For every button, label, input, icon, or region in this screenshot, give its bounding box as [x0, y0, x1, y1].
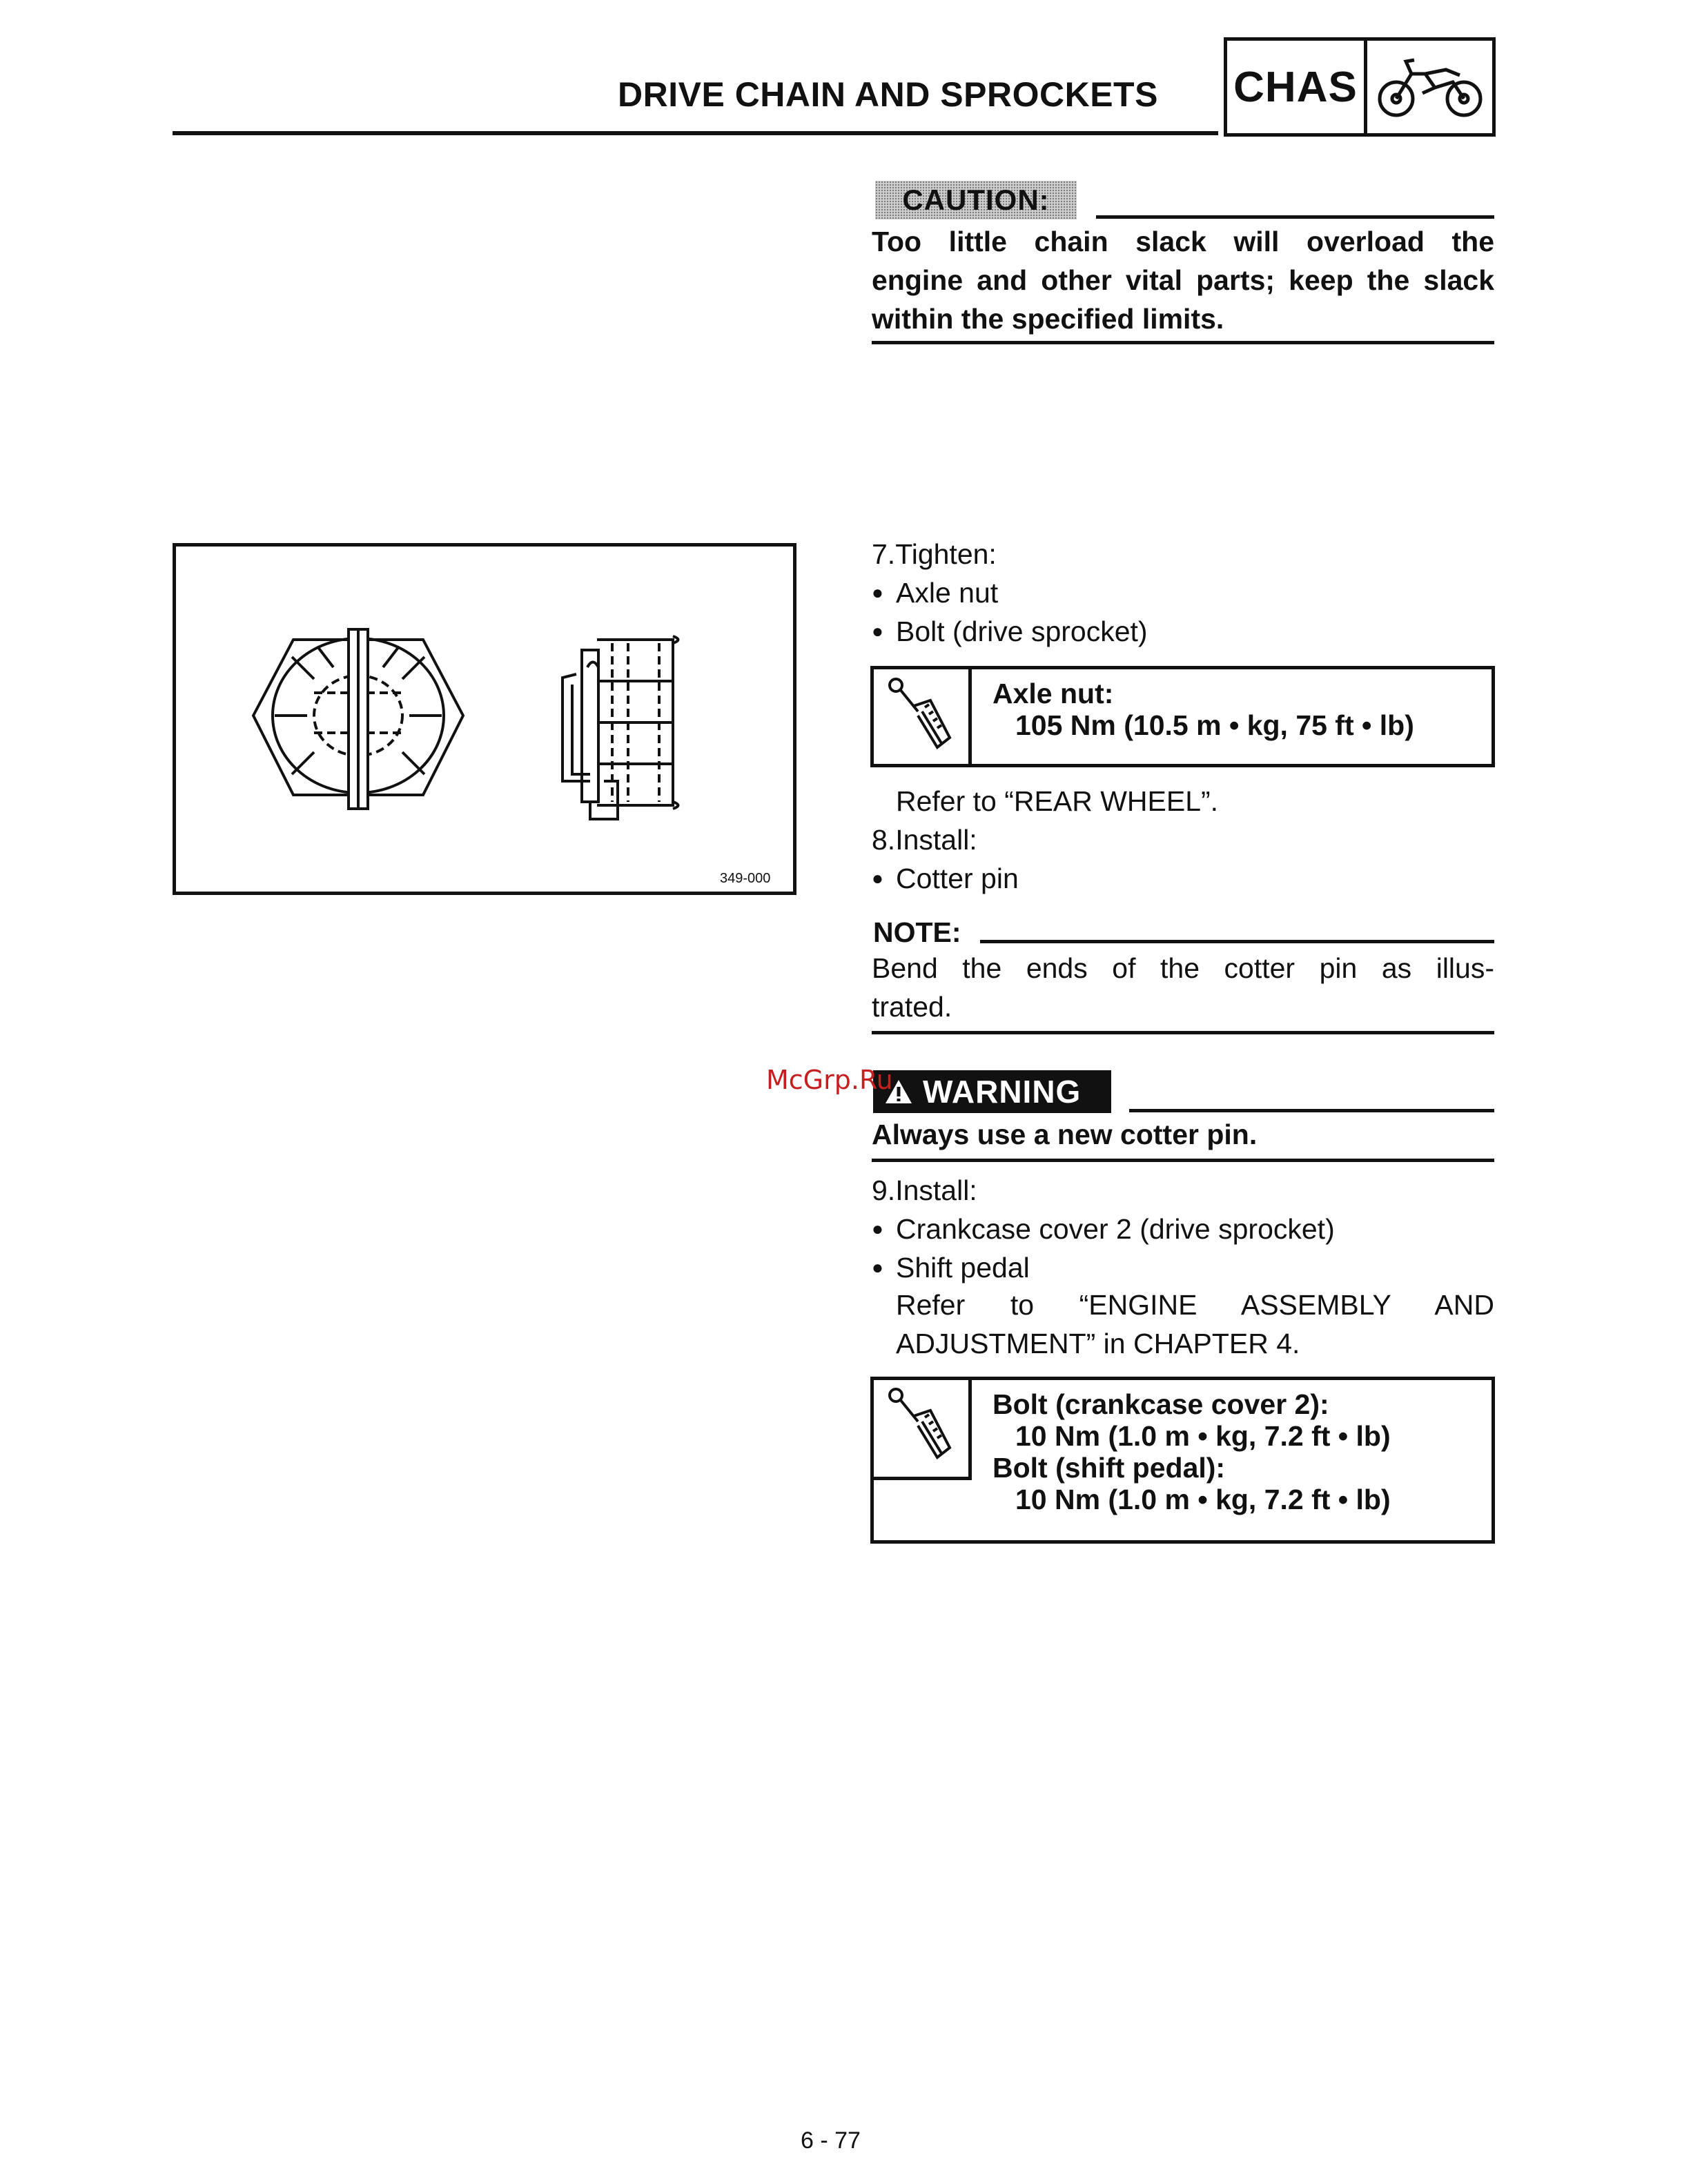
step8-bullet-1: ● Cotter pin [872, 859, 1494, 898]
caution-bottom-rule [872, 341, 1494, 344]
page-number: 6 - 77 [801, 2127, 861, 2154]
watermark: McGrp.Ru [766, 1065, 893, 1095]
step7-refer: Refer to “REAR WHEEL”. [896, 785, 1219, 817]
step8-title: 8.Install: [872, 824, 977, 856]
torque-spec-box-2 [870, 1377, 1495, 1544]
caution-label: CAUTION: [875, 181, 1077, 219]
step9-refer-line-1: Refer to “ENGINE ASSEMBLY AND [896, 1289, 1494, 1321]
note-rule [980, 940, 1494, 943]
cotter-pin-figure [173, 543, 796, 895]
step9-refer-line-2: ADJUSTMENT” in CHAPTER 4. [896, 1328, 1300, 1359]
step9-bullet-1: ● Crankcase cover 2 (drive sprocket) [872, 1210, 1494, 1248]
note-label: NOTE: [873, 916, 961, 948]
step9-bullet-2: ● Shift pedal [872, 1248, 1494, 1287]
caution-line-2: engine and other vital parts; keep the slack [872, 264, 1494, 296]
section-label: CHAS [1227, 41, 1367, 133]
step9-title: 9.Install: [872, 1174, 977, 1206]
warning-text: Always use a new cotter pin. [872, 1119, 1258, 1150]
torque-spec-box [870, 666, 1495, 767]
figure-code: 349-000 [720, 871, 771, 886]
torque-label-2: Bolt (shift pedal): [992, 1452, 1226, 1484]
warning-rule [1129, 1109, 1494, 1112]
torque-value-1: 10 Nm (1.0 m • kg, 7.2 ft • lb) [1015, 1420, 1391, 1452]
note-bottom-rule [872, 1031, 1494, 1034]
motorcycle-icon [1367, 41, 1492, 133]
section-badge [1224, 37, 1496, 137]
step7-bullet-2: ● Bolt (drive sprocket) [872, 612, 1494, 651]
step7-bullet-1: ● Axle nut [872, 573, 1494, 612]
note-line-1: Bend the ends of the cotter pin as illus- [872, 952, 1494, 984]
warning-bottom-rule [872, 1159, 1494, 1162]
header-rule [173, 131, 1218, 135]
warning-label: WARNING [873, 1070, 1111, 1113]
caution-rule [1096, 215, 1494, 219]
caution-line-3: within the specified limits. [872, 303, 1224, 335]
torque-wrench-icon [874, 669, 972, 764]
torque-label: Axle nut: [992, 678, 1114, 709]
torque-label-1: Bolt (crankcase cover 2): [992, 1388, 1329, 1420]
caution-line-1: Too little chain slack will overload the [872, 226, 1494, 257]
page-title: DRIVE CHAIN AND SPROCKETS [618, 75, 1158, 114]
torque-value: 105 Nm (10.5 m • kg, 75 ft • lb) [1015, 709, 1414, 741]
note-line-2: trated. [872, 991, 952, 1023]
torque-wrench-icon [874, 1380, 972, 1480]
step7-title: 7.Tighten: [872, 538, 997, 570]
torque-value-2: 10 Nm (1.0 m • kg, 7.2 ft • lb) [1015, 1484, 1391, 1515]
